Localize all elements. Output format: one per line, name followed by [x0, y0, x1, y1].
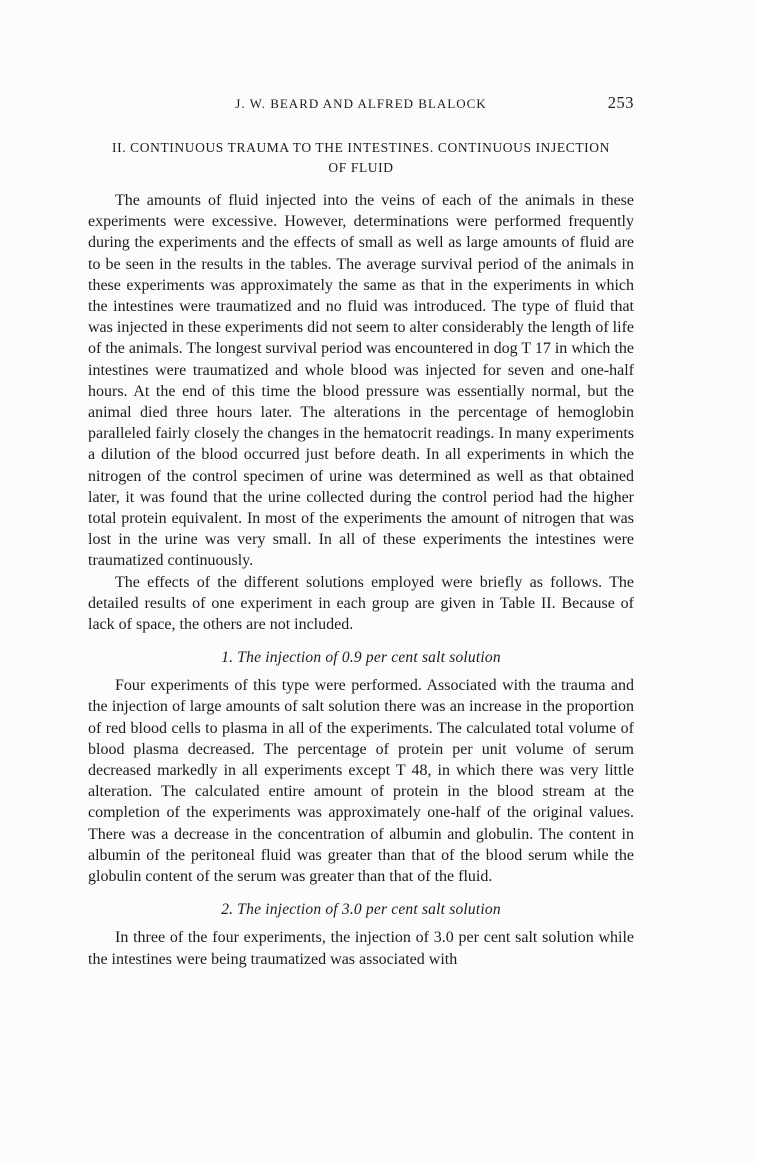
- subsection-heading-1: 1. The injection of 0.9 per cent salt solution: [221, 649, 501, 667]
- subsection-heading-2: 2. The injection of 3.0 per cent salt solution: [221, 901, 501, 919]
- section-heading-line-1: II. CONTINUOUS TRAUMA TO THE INTESTINES. CONTINUOUS INJECTION: [112, 140, 610, 155]
- paragraph-solution-effects: The effects of the different solutions employed were briefly as follows. The detailed results of one experiment in each group are given in Table II. Because of lack of space, the others are not included.: [88, 573, 634, 634]
- paragraph-fluid-amounts: The amounts of fluid injected into the veins of each of the animals in these experiments were excessive. However, determinations were performed frequently during the experiments and the effects of small as well as large amounts of fluid are to be seen in the results in the tables. The average survival period of the animals in these experiments was approximately the same as that in the experiments in which the intestines were traumatized and no fluid was introduced. The type of fluid that was injected in these experiments did not seem to alter considerably the length of life of the animals. The longest survival period was encountered in dog T 17 in which the intestines were traumatized and whole blood was injected for seven and one-half hours. At the end of this time the blood pressure was essentially normal, but the animal died three hours later. The alterations in the percentage of hemoglobin paralleled fairly closely the changes in the hematocrit readings. In many experiments a dilution of the blood occurred just before death. In all experiments in which the nitrogen of the control specimen of urine was determined as well as that obtained later, it was found that the urine collected during the control period had the higher total protein equivalent. In most of the experiments the amount of nitrogen that was lost in the urine was very small. In all of these experiments the intestines were traumatized continuously.: [88, 192, 634, 570]
- section-heading-line-2: OF FLUID: [328, 160, 394, 175]
- page-number: 253: [607, 93, 634, 112]
- paragraph-salt-solution-30: In three of the four experiments, the injection of 3.0 per cent salt solution while the intestines were being traumatized was associated with: [88, 929, 634, 968]
- running-head-authors: J. W. BEARD AND ALFRED BLALOCK: [235, 96, 487, 111]
- section-heading: [88, 138, 634, 178]
- paragraph-salt-solution-09: Four experiments of this type were performed. Associated with the trauma and the injection of large amounts of salt solution there was an increase in the proportion of red blood cells to plasma in all of the experiments. The calculated total volume of blood plasma decreased. The percentage of protein per unit volume of serum decreased markedly in all experiments except T 48, in which there was very little alteration. The calculated entire amount of protein in the blood stream at the completion of the experiments was approximately one-half of the original values. There was a decrease in the concentration of albumin and globulin. The content in albumin of the peritoneal fluid was greater than that of the blood serum while the globulin content of the serum was greater than that of the fluid.: [88, 677, 634, 886]
- page-header: [88, 93, 634, 114]
